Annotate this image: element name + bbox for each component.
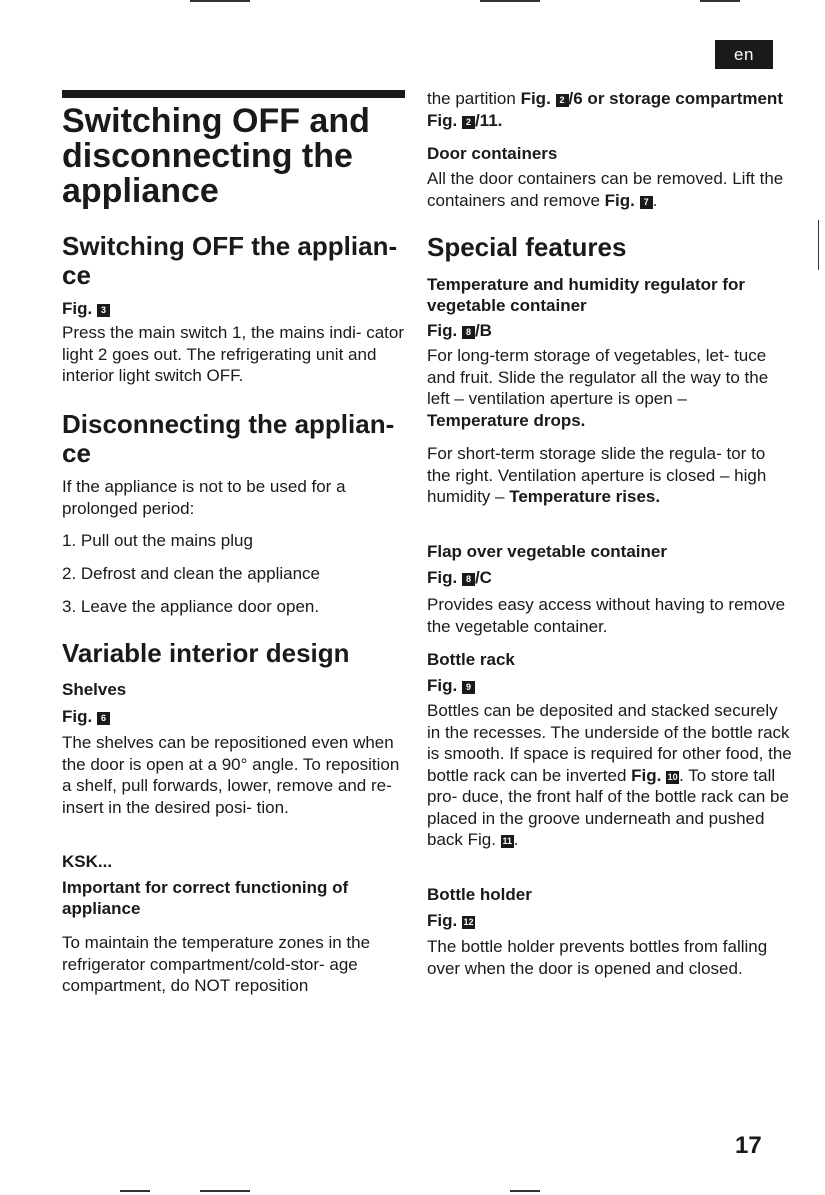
- fig-number-badge: 8: [462, 326, 475, 339]
- switching-off-text: Press the main switch 1, the mains indi- cator light 2 goes out. The refrigerating unit and interior light switch OFF.: [62, 323, 405, 385]
- bottle-holder-heading: Bottle holder: [427, 885, 532, 904]
- bottle-rack-text-part: . To store tall pro- duce, the front half of the bottle rack can be placed in the groove underneath and pushed back Fig.: [427, 765, 789, 849]
- bottle-rack-text-part: Bottles can be deposited and stacked securely in the recesses. The underside of the bottle rack is smooth. If space is required for other food, the bottle rack can be inverted: [427, 701, 792, 785]
- scan-mark: [200, 1190, 250, 1192]
- fig-suffix: /11.: [474, 110, 503, 130]
- disconnecting-steps: [62, 530, 407, 617]
- disconnecting-heading: Disconnecting the applian-ce: [62, 409, 395, 468]
- fig-number-badge: 10: [667, 771, 678, 782]
- flap-text: Provides easy access without having to remove the vegetable container.: [427, 595, 786, 636]
- door-containers-heading: Door containers: [427, 144, 558, 163]
- flap-fig-ref: [427, 567, 792, 588]
- scan-mark: [190, 0, 250, 2]
- temp-drops-emphasis: Temperature drops.: [427, 410, 586, 430]
- scan-mark: [510, 1190, 540, 1192]
- temp-text-short-term: [427, 443, 792, 508]
- fig-label: Fig.: [62, 299, 93, 318]
- fig-number-badge: 12: [463, 917, 474, 927]
- fig-label: Fig.: [631, 765, 662, 785]
- bottle-rack-fig-ref: [427, 675, 792, 696]
- fig-number-badge: 3: [97, 304, 110, 317]
- partition-text: [427, 88, 792, 131]
- shelves-fig-ref: [62, 706, 407, 727]
- temp-text-long-term: [427, 345, 792, 431]
- fig-label: Fig.: [604, 190, 635, 210]
- door-containers-text: All the door containers can be removed. Lift the containers and remove Fig. 7 .: [427, 169, 784, 210]
- fig-label: Fig.: [62, 707, 93, 726]
- fig-label: Fig.: [427, 321, 458, 340]
- bottle-rack-heading: Bottle rack: [427, 650, 515, 669]
- bottle-holder-text: The bottle holder prevents bottles from falling over when the door is opened and closed.: [427, 937, 768, 978]
- bottle-rack-text: Bottles can be deposited and stacked securely in the recesses. The underside of the bottle rack is smooth. If space is required for other food, the bottle rack can be inverted Fig. 10. To store tall pro- duce, the front half of the bottle rack can be placed in the groove underneath and pushed back Fig. 11 .: [427, 701, 792, 849]
- fig-number-badge: 2: [556, 94, 569, 107]
- important-heading: Important for correct functioning of appliance: [62, 878, 349, 918]
- switching-off-fig-ref: [62, 298, 407, 319]
- fig-number-badge: 2: [462, 116, 475, 129]
- scan-mark: [700, 0, 740, 2]
- fig-label: Fig.: [427, 568, 458, 587]
- special-features-heading: Special features: [427, 232, 627, 262]
- switching-off-heading: Switching OFF the applian-ce: [62, 231, 398, 290]
- temp-fig-ref: [427, 320, 792, 341]
- fig-suffix: /B: [474, 321, 492, 340]
- fig-label: Fig.: [427, 911, 458, 930]
- temp-rises-emphasis: Temperature rises.: [509, 487, 661, 506]
- flap-heading: Flap over vegetable container: [427, 542, 667, 561]
- fig-suffix: /C: [474, 568, 492, 587]
- fig-label: Fig.: [427, 676, 458, 695]
- left-column: [62, 0, 407, 1195]
- scan-mark: [818, 220, 819, 270]
- bottle-holder-fig-ref: [427, 910, 792, 931]
- shelves-text: The shelves can be repositioned even when the door is open at a 90° angle. To reposition a shelf, pull forwards, lower, remove and re-insert in the desired posi- tion.: [62, 733, 400, 817]
- door-text-part: All the door containers can be removed. Lift the containers and remove: [427, 169, 784, 210]
- fig-suffix: /6 or storage compartment: [568, 89, 783, 108]
- temp-humidity-heading: Temperature and humidity regulator for vegetable container: [427, 275, 746, 315]
- ksk-label: KSK...: [62, 852, 113, 871]
- important-text: To maintain the temperature zones in the refrigerator compartment/cold-stor- age compartment, do NOT reposition: [62, 933, 371, 995]
- scan-mark: [480, 0, 540, 2]
- fig-number-badge: 6: [97, 712, 110, 725]
- page-number: 17: [735, 1132, 762, 1159]
- shelves-heading: Shelves: [62, 680, 127, 699]
- fig-label: Fig.: [520, 89, 551, 108]
- step-item: 1. Pull out the mains plug: [62, 531, 253, 550]
- fig-number-badge: 9: [462, 681, 475, 694]
- language-badge: en: [715, 40, 773, 69]
- fig-number-badge: 11: [502, 836, 512, 846]
- temp-text-part: For long-term storage of vegetables, let- tuce and fruit. Slide the regulator all the way to the left – ventilation aperture is open –: [427, 346, 769, 408]
- step-item: 3. Leave the appliance door open.: [62, 597, 320, 616]
- variable-interior-heading: Variable interior design: [62, 638, 350, 668]
- partition-text-part: the partition: [427, 89, 516, 108]
- step-item: 2. Defrost and clean the appliance: [62, 564, 321, 583]
- right-column: [427, 0, 792, 1195]
- fig-label: Fig.: [427, 110, 458, 130]
- scan-mark: [120, 1190, 150, 1192]
- page-title: Switching OFF and disconnecting the appliance: [62, 102, 370, 210]
- disconnecting-text: If the appliance is not to be used for a prolonged period:: [62, 477, 346, 518]
- fig-number-badge: 8: [462, 573, 475, 586]
- fig-number-badge: 7: [640, 196, 653, 209]
- temp-text-part: For short-term storage slide the regula- tor to the right. Ventilation aperture is closed – high humidity –: [427, 444, 767, 506]
